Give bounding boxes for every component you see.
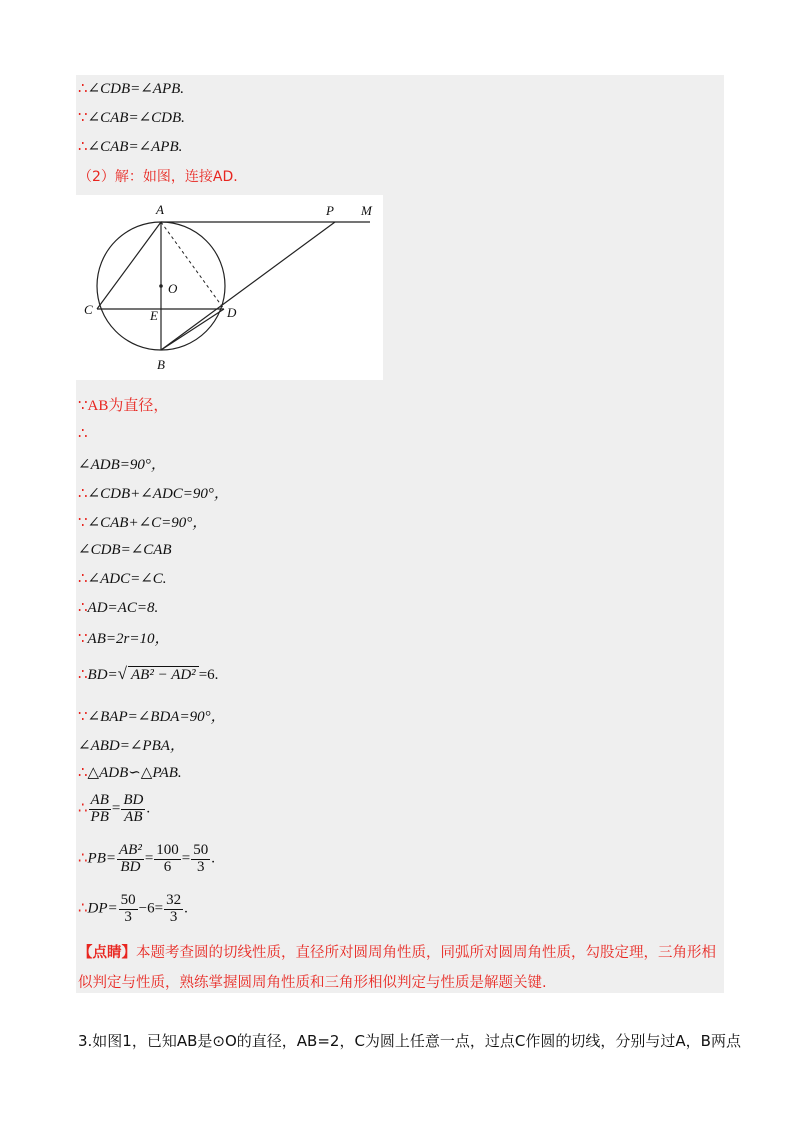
label-o: O <box>168 281 178 296</box>
key-point-tag: 【点睛】 <box>78 945 136 961</box>
step-line-18: ∴ $\frac{AB}{PB}$ = $\frac{BD}{AB}$ . <box>78 792 151 825</box>
question-3-text: 3.如图1，已知AB是⊙O的直径，AB=2，C为圆上任意一点，过点C作圆的切线，分别与过A，B两点 <box>78 1032 741 1050</box>
step-line-20: ∴DP= $\frac{50}{3}$ −6= $\frac{32}{3}$ . <box>78 892 188 925</box>
step-line-14: ∴BD=√ AB² − AD² =6. <box>78 664 219 683</box>
segment-bp <box>161 222 335 350</box>
label-m: M <box>361 203 372 218</box>
circle-diagram <box>76 195 383 380</box>
center-point-o <box>159 284 163 288</box>
step-line-1: ∴∠CDB=∠APB. <box>78 81 185 97</box>
step-line-10: ∠CDB=∠CAB <box>78 542 172 558</box>
segment-bd <box>161 309 224 350</box>
step-line-17: ∴△ADB∽△PAB. <box>78 765 182 781</box>
fraction-50-3b: $\frac{50}{3}$ <box>120 892 136 925</box>
fraction-32-3: $\frac{32}{3}$ <box>166 892 182 925</box>
geometry-figure <box>76 195 383 380</box>
step-line-11: ∴∠ADC=∠C. <box>78 571 167 587</box>
key-point-comment <box>78 938 718 998</box>
fraction-ab-pb: $\frac{AB}{PB}$ <box>90 792 109 825</box>
step-line-19: ∴PB= $\frac{\text{AB²}}{BD}$ = $\frac{100}{6}$ = $\frac{50}{3}$ . <box>78 842 216 875</box>
label-e: E <box>150 308 158 323</box>
step-line-5: ∵AB为直径， <box>78 398 169 414</box>
step-line-13: ∵AB=2r=10， <box>78 631 170 647</box>
label-c: C <box>84 302 93 317</box>
segment-ac <box>97 222 161 309</box>
step-line-12: ∴AD=AC=8. <box>78 600 159 616</box>
step-line-16: ∠ABD=∠PBA， <box>78 738 185 754</box>
key-point-text: 本题考查圆的切线性质，直径所对圆周角性质，同弧所对圆周角性质，勾股定理，三角形相似判定与性质，熟练掌握圆周角性质和三角形相似判定与性质是解题关键. <box>78 945 716 991</box>
fraction-bd-ab: $\frac{BD}{AB}$ <box>123 792 144 825</box>
label-p: P <box>326 203 334 218</box>
step-line-8: ∴∠CDB+∠ADC=90°， <box>78 486 229 502</box>
step-line-6: ∴ <box>78 426 88 442</box>
step-line-7: ∠ADB=90°， <box>78 457 166 473</box>
label-d: D <box>227 305 237 320</box>
step-line-3: ∴∠CAB=∠APB. <box>78 139 183 155</box>
radicand: AB² − AD² <box>128 666 199 684</box>
label-a: A <box>156 202 164 217</box>
fraction-ab2-bd: $\frac{\text{AB²}}{BD}$ <box>119 842 142 875</box>
fraction-100-6: $\frac{100}{6}$ <box>156 842 179 875</box>
step-line-9: ∵∠CAB+∠C=90°， <box>78 515 208 531</box>
fraction-50-3: $\frac{50}{3}$ <box>193 842 209 875</box>
label-b: B <box>157 357 165 372</box>
step-line-2: ∵∠CAB=∠CDB. <box>78 110 185 126</box>
step-line-15: ∵∠BAP=∠BDA=90°， <box>78 709 226 725</box>
part2-heading: （2）解：如图，连接AD. <box>78 169 238 185</box>
